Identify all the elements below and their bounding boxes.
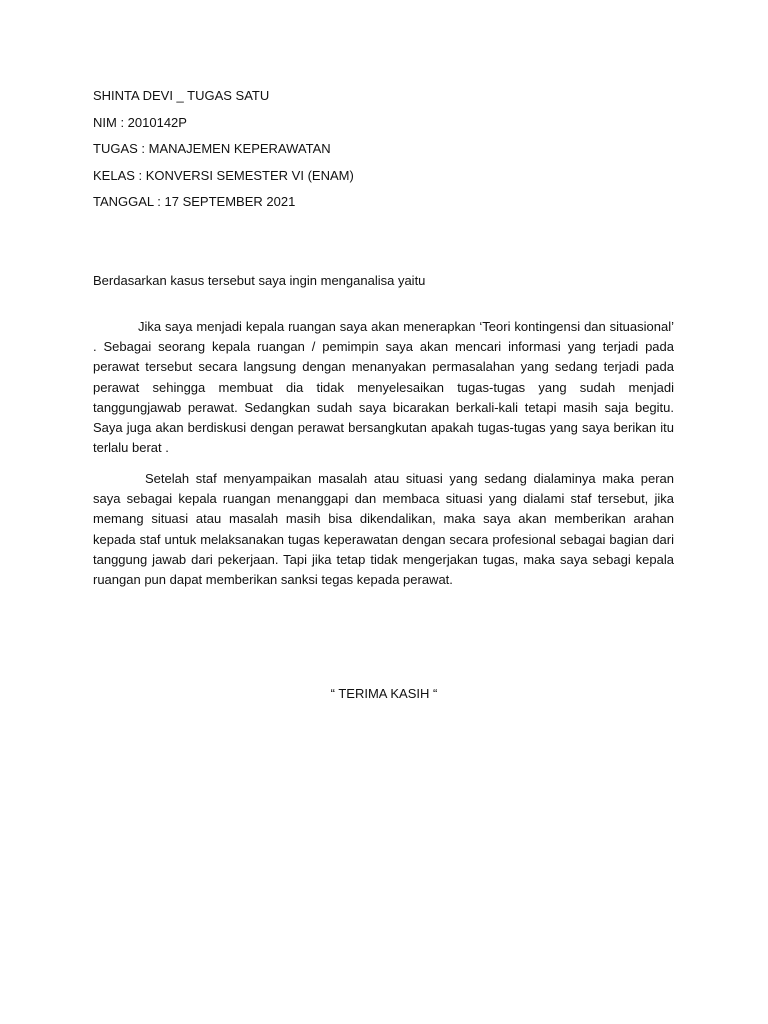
date-line: TANGGAL : 17 SEPTEMBER 2021 <box>93 194 296 210</box>
student-name-line: SHINTA DEVI _ TUGAS SATU <box>93 88 270 103</box>
body-paragraph: Jika saya menjadi kepala ruangan saya akan menerapkan ‘Teori kontingensi dan situasional’ . Sebagai seorang kepala ruangan / pemimpin saya akan mencari informasi yang terjadi pada perawat tersebut secara langsung dengan menanyakan permasalahan yang sedang terjadi pada perawat sehingga membuat dia tidak menyelesaikan tugas-tugas yang sudah menjadi tanggungjawab perawat. Sedangkan sudah saya bicarakan berkali-kali tetapi masih saja begitu. Saya juga akan berdiskusi dengan perawat bersangkutan apakah tugas-tugas yang saya berikan itu terlalu berat . <box>93 319 674 456</box>
document-header <box>93 87 653 220</box>
intro-sentence: Berdasarkan kasus tersebut saya ingin menganalisa yaitu <box>93 273 426 288</box>
assignment-line: TUGAS : MANAJEMEN KEPERAWATAN <box>93 141 331 157</box>
body-paragraph: Setelah staf menyampaikan masalah atau situasi yang sedang dialaminya maka peran saya sebagai kepala ruangan menanggapi dan membaca situasi yang dialami staf tersebut, jika memang situasi atau masalah masih bisa dikendalikan, maka saya akan memberikan arahan kepada staf untuk melaksanakan tugas keperawatan dengan secara profesional sebagai bagian dari tanggung jawab dari pekerjaan. Tapi jika tetap tidak mengerjakan tugas, maka saya sebagi kepala ruangan pun dapat memberikan sanksi tegas kepada perawat. <box>93 471 674 588</box>
nim-line: NIM : 2010142P <box>93 114 187 130</box>
closing-thanks: “ TERIMA KASIH “ <box>330 686 438 701</box>
class-line: KELAS : KONVERSI SEMESTER VI (ENAM) <box>93 167 354 183</box>
